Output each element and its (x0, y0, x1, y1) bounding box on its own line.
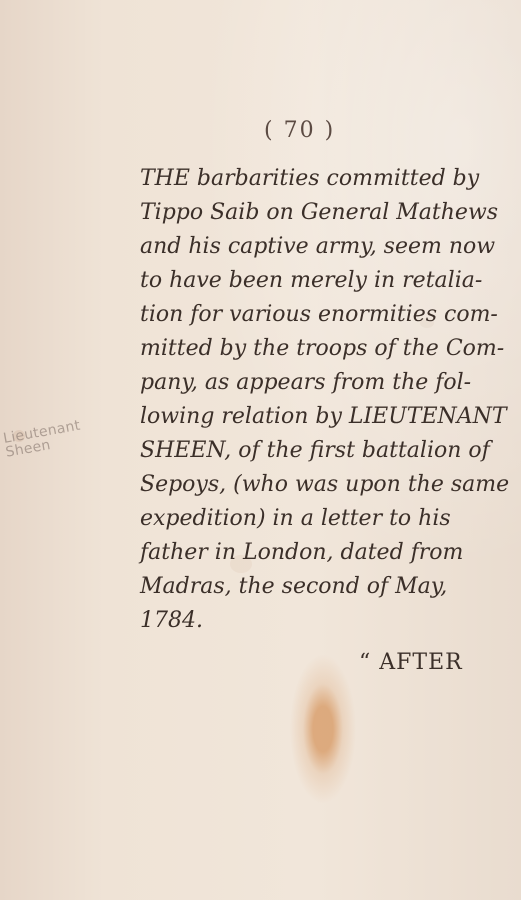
page-number: ( 70 ) (264, 118, 336, 143)
text-line: mitted by the troops of the Com- (140, 336, 505, 361)
text-line: pany, as appears from the fol- (140, 370, 472, 395)
text-line: THE barbarities committed by (140, 166, 480, 191)
text-line: tion for various enormities com- (140, 302, 498, 327)
text-line: and his captive army, seem now (140, 234, 496, 259)
text-line: Tippo Saib on General Mathews (140, 200, 499, 225)
text-line: Madras, the second of May, (140, 574, 448, 599)
text-line: to have been merely in retalia- (140, 268, 483, 293)
text-line: Sepoys, (who was upon the same (140, 472, 510, 497)
text-line: expedition) in a letter to his (140, 506, 451, 531)
text-line: father in London, dated from (140, 540, 464, 565)
text-line: 1784. (140, 608, 203, 633)
text-line: SHEEN, of the first battalion of (140, 438, 490, 463)
margin-note: Lieutenant Sheen (2, 417, 82, 461)
catchword: “ AFTER (359, 650, 463, 675)
text-line: lowing relation by LIEUTENANT (140, 404, 507, 429)
